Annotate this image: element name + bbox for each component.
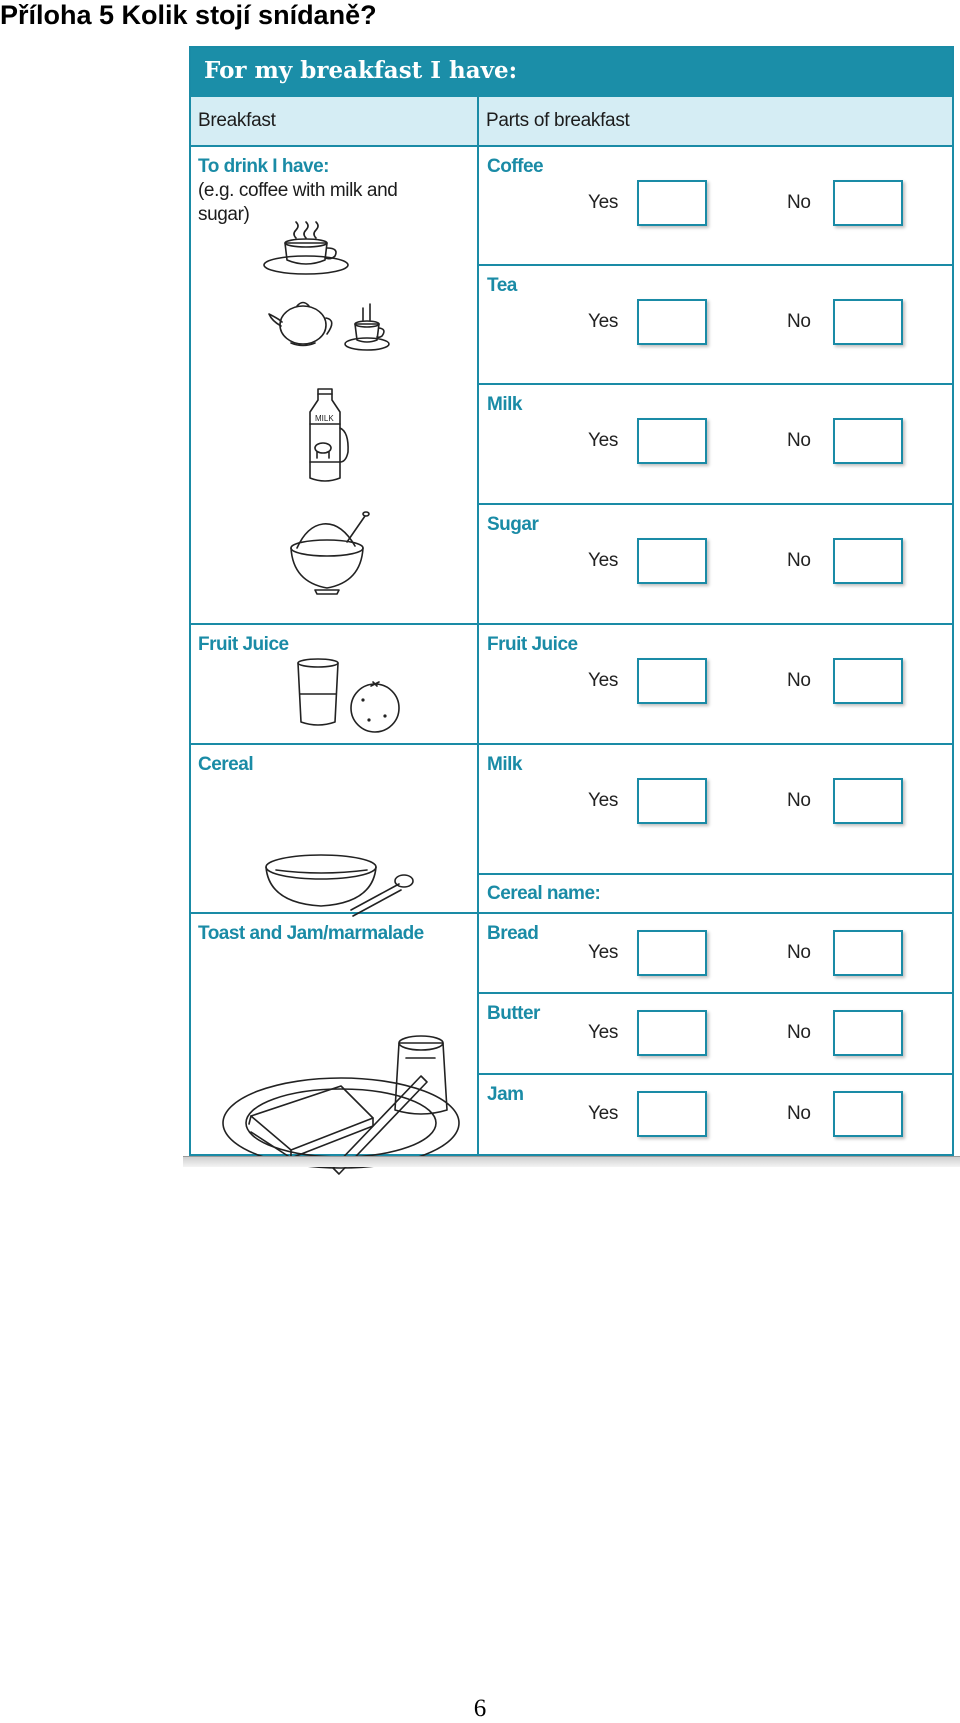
no-label: No	[787, 430, 811, 451]
page-number: 6	[473, 1695, 487, 1722]
part-name: Sugar	[487, 514, 539, 535]
part-name: Jam	[487, 1084, 524, 1105]
yes-checkbox[interactable]	[637, 778, 707, 824]
no-checkbox[interactable]	[833, 1091, 903, 1137]
coffee-cup-icon	[261, 224, 371, 284]
no-label: No	[787, 192, 811, 213]
column-header-parts-label: Parts of breakfast	[486, 110, 630, 131]
part-name: Milk	[487, 754, 522, 775]
row-divider	[479, 992, 952, 994]
page-heading: Příloha 5 Kolik stojí snídaně?	[0, 0, 377, 30]
row-divider	[479, 503, 952, 505]
row-divider	[191, 743, 952, 745]
part-name: Coffee	[487, 156, 544, 177]
yes-checkbox[interactable]	[637, 538, 707, 584]
yes-checkbox[interactable]	[637, 658, 707, 704]
yes-label: Yes	[588, 430, 619, 451]
row-divider	[479, 1073, 952, 1075]
yes-label: Yes	[588, 550, 619, 571]
cereal-title: Cereal	[198, 754, 254, 775]
no-checkbox[interactable]	[833, 778, 903, 824]
yes-checkbox[interactable]	[637, 1010, 707, 1056]
no-checkbox[interactable]	[833, 538, 903, 584]
yes-checkbox[interactable]	[637, 299, 707, 345]
no-checkbox[interactable]	[833, 930, 903, 976]
teapot-icon	[269, 292, 394, 354]
yes-label: Yes	[588, 790, 619, 811]
no-label: No	[787, 670, 811, 691]
cereal-bowl-icon	[263, 848, 413, 923]
yes-checkbox[interactable]	[637, 930, 707, 976]
no-label: No	[787, 942, 811, 963]
drink-note: (e.g. coffee with milk and sugar)	[198, 180, 398, 225]
yes-checkbox[interactable]	[637, 1091, 707, 1137]
column-header-breakfast-label: Breakfast	[198, 110, 276, 131]
row-divider	[479, 873, 952, 875]
column-header-parts	[479, 97, 952, 147]
part-name: Milk	[487, 394, 522, 415]
form-title-banner	[191, 48, 952, 97]
milk-bottle-icon	[302, 386, 352, 486]
no-checkbox[interactable]	[833, 418, 903, 464]
part-name: Fruit Juice	[487, 634, 578, 655]
yes-label: Yes	[588, 670, 619, 691]
no-label: No	[787, 1022, 811, 1043]
yes-checkbox[interactable]	[637, 418, 707, 464]
horizontal-scrollbar[interactable]	[183, 1156, 960, 1167]
no-label: No	[787, 1103, 811, 1124]
yes-label: Yes	[588, 942, 619, 963]
no-label: No	[787, 311, 811, 332]
juice-glass-orange-icon	[297, 658, 402, 730]
part-name: Butter	[487, 1003, 540, 1024]
column-header-breakfast	[191, 97, 477, 147]
fruit-juice-title: Fruit Juice	[198, 634, 289, 655]
milk-label-text: MILK	[315, 414, 334, 423]
no-checkbox[interactable]	[833, 180, 903, 226]
column-divider	[477, 97, 479, 1154]
no-label: No	[787, 790, 811, 811]
sugar-bowl-icon	[285, 512, 375, 596]
toast-title: Toast and Jam/marmalade	[198, 923, 424, 944]
no-checkbox[interactable]	[833, 299, 903, 345]
yes-label: Yes	[588, 1103, 619, 1124]
row-divider	[479, 264, 952, 266]
yes-label: Yes	[588, 192, 619, 213]
no-checkbox[interactable]	[833, 1010, 903, 1056]
no-label: No	[787, 550, 811, 571]
drink-title: To drink I have:	[198, 156, 330, 177]
yes-checkbox[interactable]	[637, 180, 707, 226]
yes-label: Yes	[588, 1022, 619, 1043]
row-divider	[191, 623, 952, 625]
row-divider	[479, 383, 952, 385]
no-checkbox[interactable]	[833, 658, 903, 704]
part-name: Bread	[487, 923, 539, 944]
part-name: Tea	[487, 275, 517, 296]
yes-label: Yes	[588, 311, 619, 332]
cereal-name-label: Cereal name:	[487, 883, 601, 904]
form-title: For my breakfast I have:	[204, 57, 518, 84]
breakfast-form	[189, 46, 954, 1156]
